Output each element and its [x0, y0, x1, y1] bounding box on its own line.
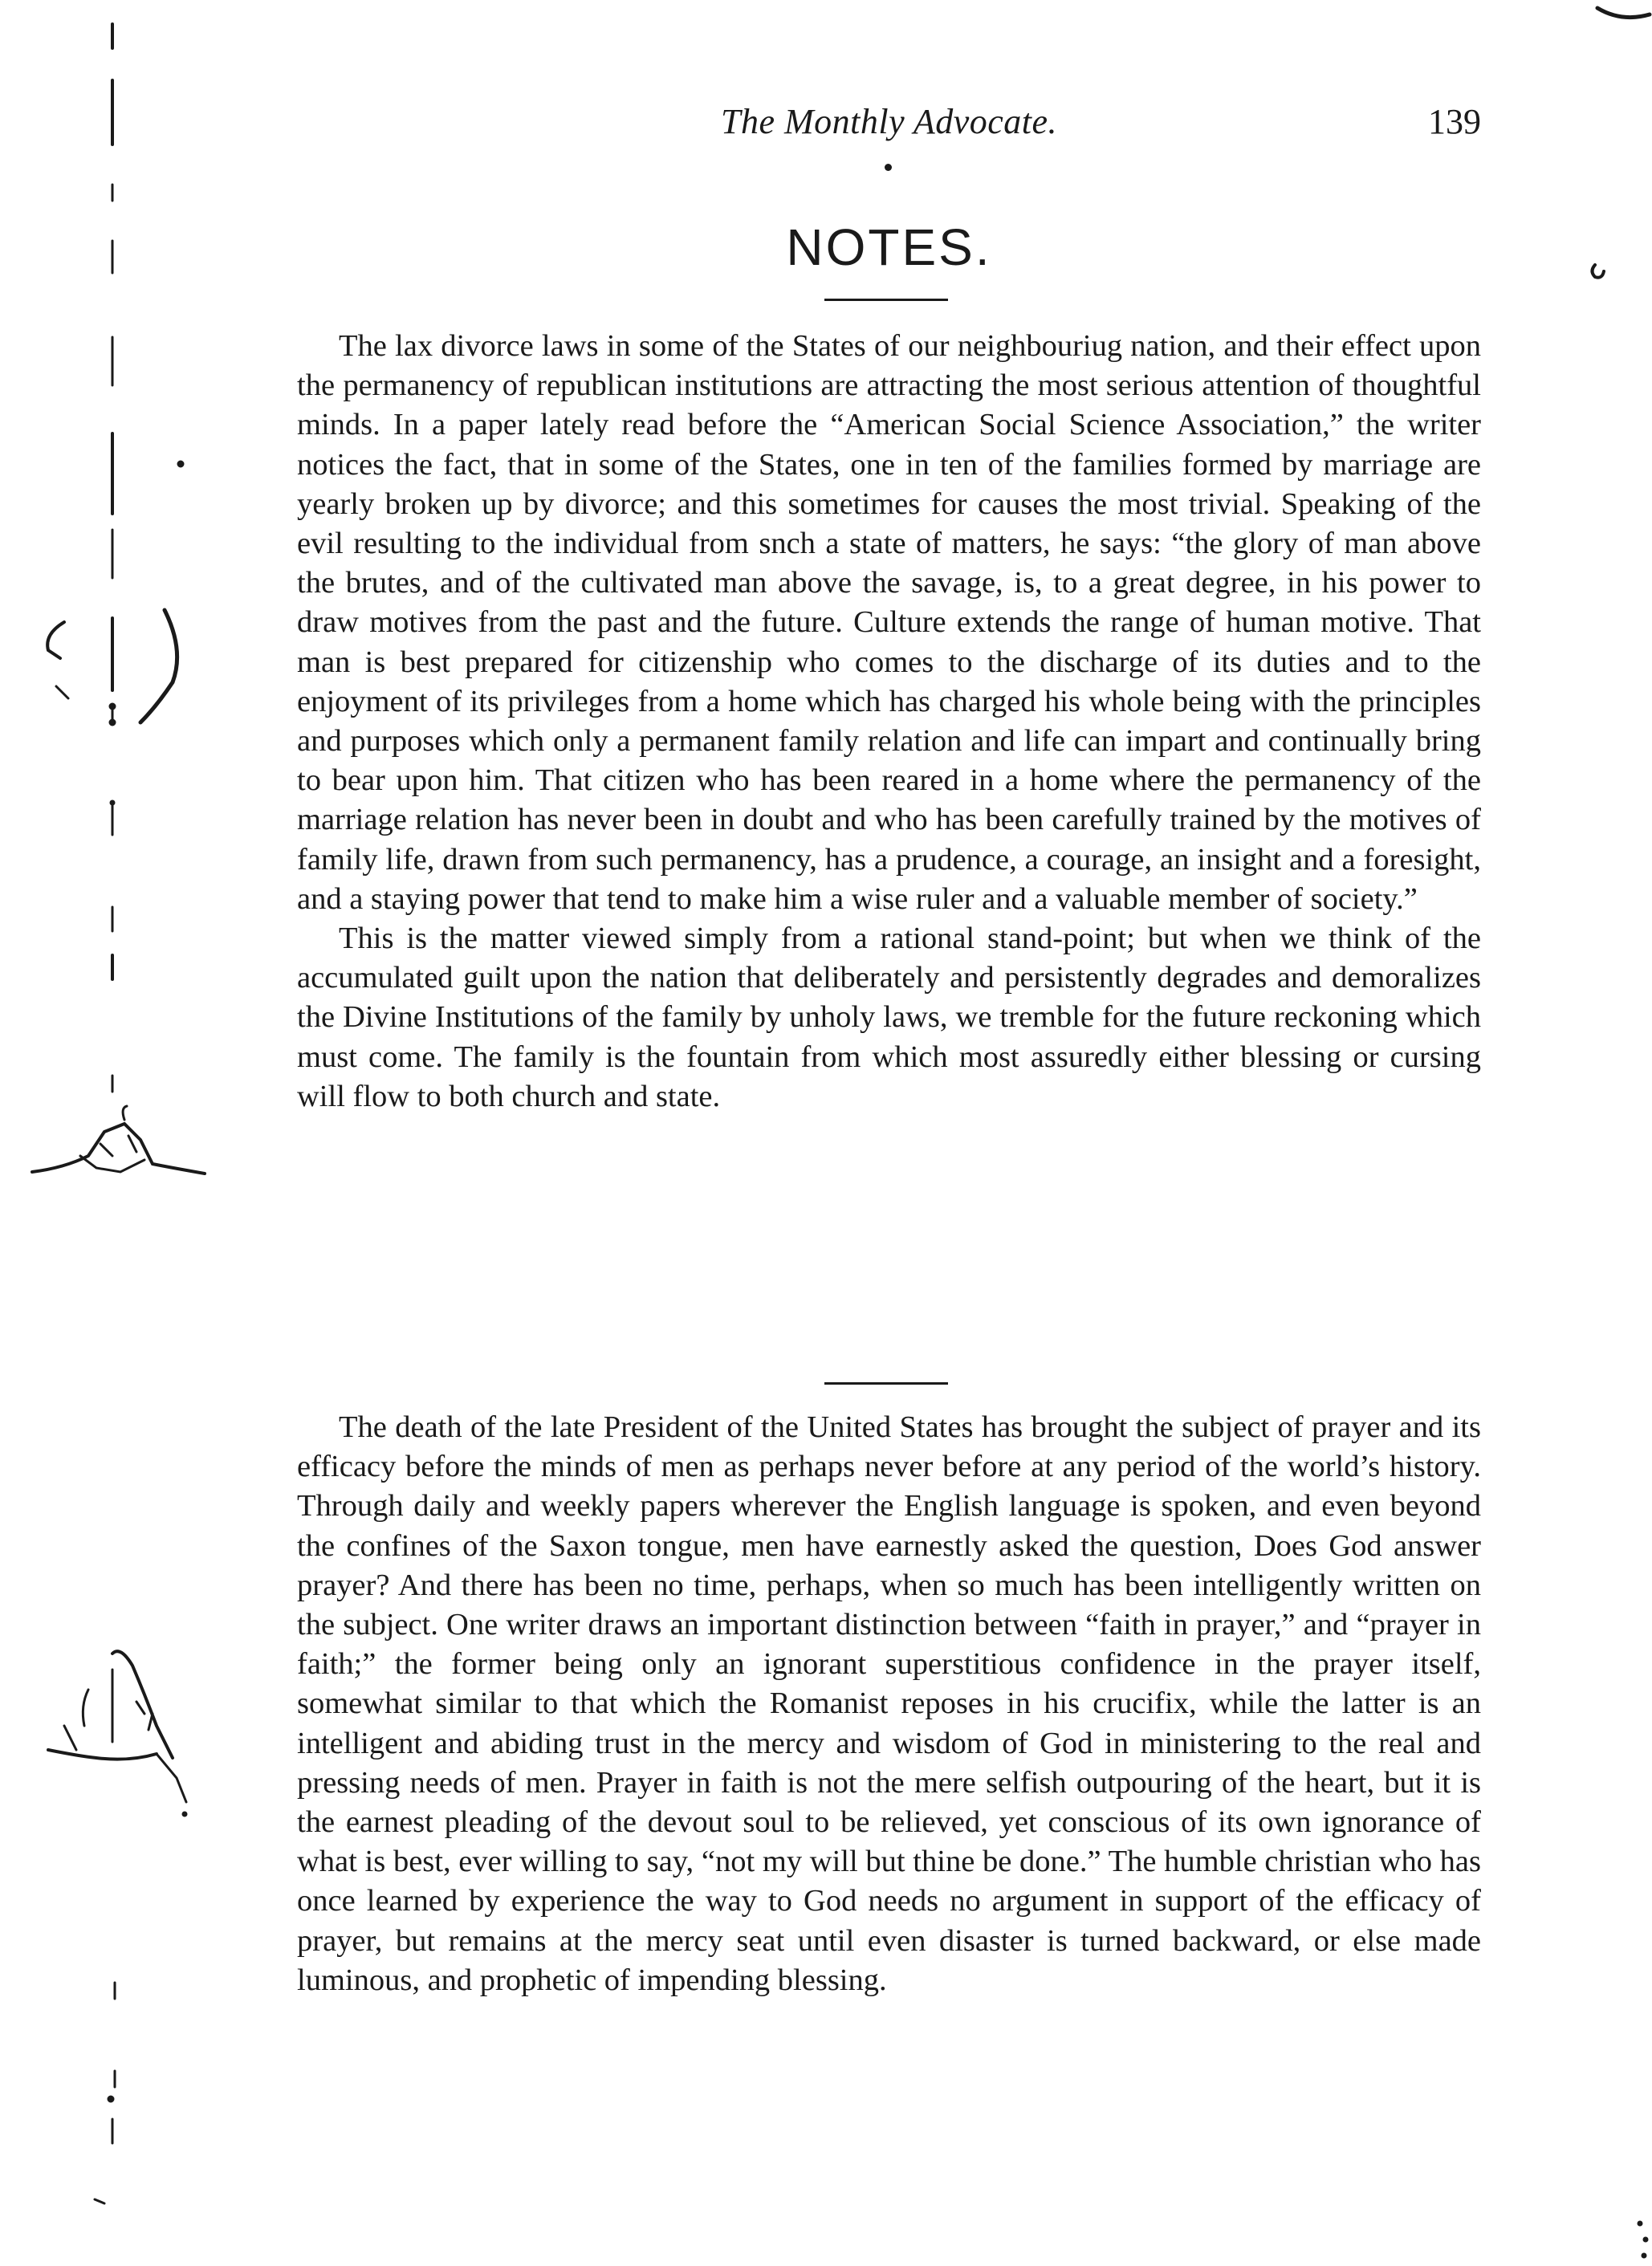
page-number: 139	[1428, 102, 1481, 141]
article-prayer	[297, 1408, 1481, 2000]
paragraph: The lax divorce laws in some of the States of our neighbouriug nation, and their effect upon the permanency of republican institutions are attracting the most serious attention of thoughtful minds. In a paper lately read before the “American Social Science Association,” the writer notices the fact, that in some of the States, one in ten of the families formed by marriage are yearly broken up by divorce; and this sometimes for causes the most trivial. Speaking of the evil resulting to the individual from snch a state of matters, he says: “the glory of man above the brutes, and of the cultivated man above the savage, is, to a great degree, in his power to draw motives from the past and the future. Culture extends the range of human motive. That man is best prepared for citizenship who comes to the discharge of its duties and to the enjoyment of its privileges from a home which has charged his whole being with the principles and purposes which only a permanent family relation and life can impart and continually bring to bear upon him. That citizen who has been reared in a home where the permanency of the marriage relation has never been in doubt and who has been carefully trained by the motives of family life, drawn from such permanency, has a prudence, a courage, an insight and a foresight, and a staying power that tend to make him a wise ruler and a valuable member of society.”	[297, 329, 1481, 916]
article-divorce-laws	[297, 327, 1481, 1117]
journal-title: The Monthly Advocate.	[720, 102, 1058, 141]
title-rule	[824, 299, 948, 301]
paragraph: The death of the late President of the United States has brought the subject of prayer and its efficacy before the minds of men as perhaps never before at any period of the world’s history. Through daily and weekly papers wherever the English language is spoken, and even beyond the confines of the Saxon tongue, men have earnestly asked the question, Does God answer prayer? And there has been no time, perhaps, when so much has been intelligently written on the subject. One writer draws an important distinction between “faith in prayer,” and “prayer in faith;” the former being only an ignorant superstitious confidence in the prayer itself, somewhat similar to that which the Romanist reposes in his crucifix, while the latter is an intelligent and abiding trust in the mercy and wisdom of God in ministering to the real and pressing needs of men. Prayer in faith is not the mere selfish outpouring of the heart, but it is the earnest pleading of the devout soul to be relieved, yet conscious of its own ignorance of what is best, ever willing to say, “not my will but thine be done.” The humble christian who has once learned by experience the way to God needs no argument in support of the efficacy of prayer, but remains at the mercy seat until even disaster is turned backward, or else made luminous, and prophetic of impending blessing.	[297, 1410, 1481, 1997]
header-dot-ornament	[885, 164, 892, 171]
section-title: NOTES.	[786, 218, 992, 276]
article-separator	[824, 1382, 948, 1385]
running-header	[297, 98, 1481, 146]
paragraph: This is the matter viewed simply from a rational stand-point; but when we think of the accumulated guilt upon the nation that deliberately and persistently degrades and demoralizes the Divine Institutions of the family by unholy laws, we tremble for the future reckoning which must come. The family is the fountain from which most assuredly either blessing or cursing will flow to both church and state.	[297, 921, 1481, 1113]
